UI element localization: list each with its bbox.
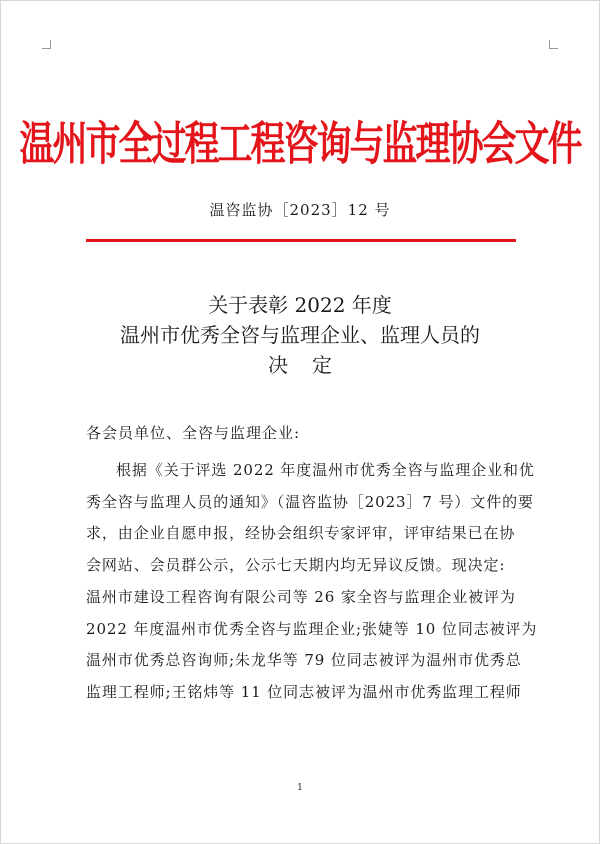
heading-line-3: 决定 xyxy=(268,353,356,377)
org-header-title: 温州市全过程工程咨询与监理协会文件 xyxy=(19,118,581,172)
body-line: 会网站、会员群公示，公示七天期内均无异议反馈。现决定: xyxy=(86,556,506,575)
body-line: 根据《关于评选 2022 年度温州市优秀全咨与监理企业和优 xyxy=(116,461,535,479)
crop-mark-top-left xyxy=(42,40,51,49)
salutation: 各会员单位、全咨与监理企业: xyxy=(86,424,301,442)
document-heading xyxy=(0,290,600,380)
heading-line-2: 温州市优秀全咨与监理企业、监理人员的 xyxy=(120,323,480,347)
body-line: 求，由企业自愿申报，经协会组织专家评审，评审结果已在协 xyxy=(86,524,516,543)
document-number: 温咨监协［2023］12 号 xyxy=(209,201,391,219)
body-line: 秀全咨与监理人员的通知》（温咨监协［2023］7 号）文件的要 xyxy=(86,492,534,511)
page-number: 1 xyxy=(297,783,303,793)
body-paragraph xyxy=(86,455,538,709)
body-line: 温州市优秀总咨询师;朱龙华等 79 位同志被评为温州市优秀总 xyxy=(86,651,522,670)
heading-line-1: 关于表彰 2022 年度 xyxy=(208,293,392,317)
body-line: 温州市建设工程咨询有限公司等 26 家全咨与监理企业被评为 xyxy=(86,587,516,606)
crop-mark-top-right xyxy=(549,40,558,49)
body-line: 2022 年度温州市优秀全咨与监理企业;张婕等 10 位同志被评为 xyxy=(86,619,538,638)
red-divider-rule xyxy=(86,239,516,242)
body-line: 监理工程师;王铭炜等 11 位同志被评为温州市优秀监理工程师 xyxy=(86,682,522,701)
